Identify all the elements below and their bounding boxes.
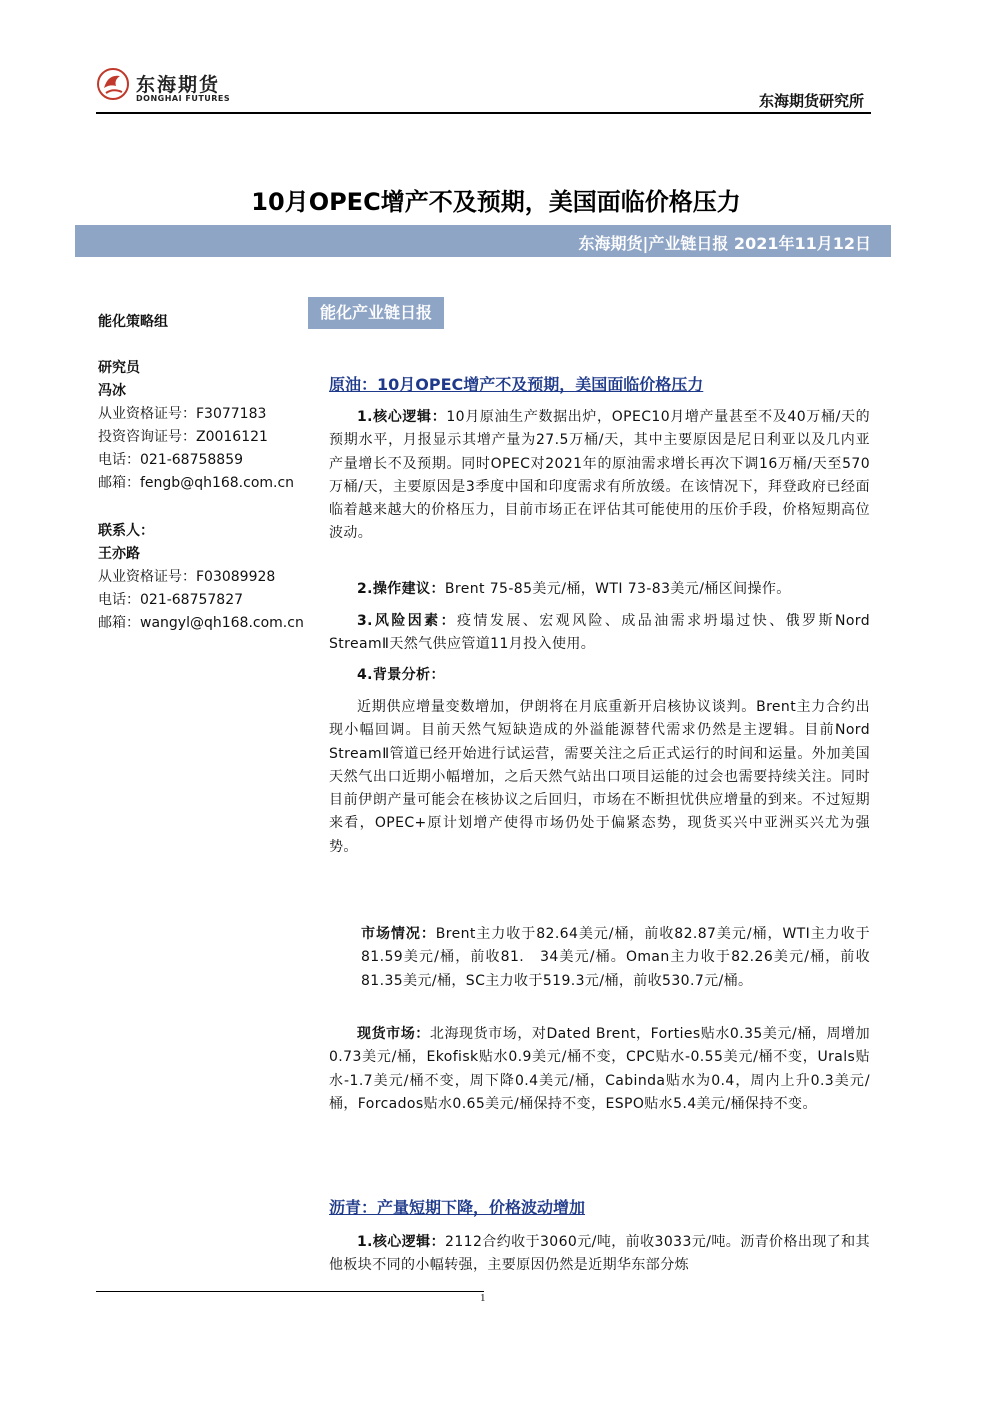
sidebar-researcher	[98, 357, 308, 495]
contact-cert: 从业资格证号：F03089928	[98, 569, 276, 585]
page-number: 1	[480, 1292, 486, 1304]
crude-core-label: 1.核心逻辑：	[357, 409, 447, 425]
researcher-email: 邮箱：fengb@qh168.com.cn	[98, 475, 295, 491]
crude-market-text: Brent主力收于82.64美元/桶，前收82.87美元/桶，WTI主力收于81.59美元/桶，前收81. 34美元/桶。Oman主力收于82.26美元/桶，前收81.35美元/桶，SC主力收于519.3元/桶，前收530.7元/桶。	[361, 926, 870, 989]
crude-market	[361, 923, 870, 993]
crude-risk-text: 疫情发展、宏观风险、成品油需求坍塌过快、俄罗斯Nord StreamⅡ天然气供应管道11月投入使用。	[329, 613, 870, 653]
researcher-invest: 投资咨询证号：Z0016121	[98, 429, 268, 445]
header-organization: 东海期货研究所	[758, 92, 864, 110]
footer-rule	[96, 1291, 484, 1292]
contact-email: 邮箱：wangyl@qh168.com.cn	[98, 615, 304, 631]
sidebar-group: 能化策略组	[98, 314, 168, 330]
crude-suggestion-text: Brent 75-85美元/桶，WTI 73-83美元/桶区间操作。	[444, 581, 791, 597]
contact-heading: 联系人：	[98, 523, 154, 539]
header-rule	[96, 112, 871, 114]
researcher-cert: 从业资格证号：F3077183	[98, 406, 267, 422]
crude-spot-text: 北海现货市场，对Dated Brent，Forties贴水0.35美元/桶，周增加0.73美元/桶，Ekofisk贴水0.9美元/桶不变，CPC贴水-0.55美元/桶不变，Urals贴水-1.7美元/桶不变，周下降0.4美元/桶，Cabinda贴水为0.4，周内上升0.3美元/桶，Forcados贴水0.65美元/桶保持不变，ESPO贴水5.4美元/桶保持不变。	[329, 1026, 870, 1112]
crude-market-label: 市场情况：	[361, 926, 436, 942]
crude-core-text: 10月原油生产数据出炉，OPEC10月增产量甚至不及40万桶/天的预期水平，月报显示其增产量为27.5万桶/天，其中主要原因是尼日利亚以及几内亚产量增长不及预期。同时OPEC对2021年的原油需求增长再次下调16万桶/天至570万桶/天，主要原因是3季度中国和印度需求有所放缓。在该情况下，拜登政府已经面临着越来越大的价格压力，目前市场正在评估其可能使用的压价手段，价格短期高位波动。	[329, 409, 871, 542]
asphalt-core-logic	[329, 1231, 870, 1278]
crude-background-label: 4.背景分析：	[357, 667, 445, 683]
crude-spot-label: 现货市场：	[357, 1026, 430, 1042]
crude-suggestion	[329, 578, 870, 601]
researcher-name: 冯冰	[98, 383, 126, 399]
researcher-phone: 电话：021-68758859	[98, 452, 244, 468]
asphalt-core-text: 2112合约收于3060元/吨，前收3033元/吨。沥青价格出现了和其他板块不同的小幅转强，主要原因仍然是近期华东部分炼	[329, 1234, 871, 1274]
sidebar-contact	[98, 520, 308, 635]
report-banner	[75, 225, 891, 257]
document-title: 10月OPEC增产不及预期，美国面临价格压力	[251, 188, 741, 216]
section-tab: 能化产业链日报	[308, 297, 444, 329]
crude-risk-label: 3.风险因素：	[357, 613, 458, 629]
crude-spot	[329, 1023, 870, 1116]
banner-text: 东海期货|产业链日报 2021年11月12日	[578, 234, 871, 253]
logo-english-text: DONGHAI FUTURES	[136, 94, 231, 103]
contact-phone: 电话：021-68757827	[98, 592, 244, 608]
contact-name: 王亦路	[98, 546, 140, 562]
asphalt-core-label: 1.核心逻辑：	[357, 1234, 446, 1250]
crude-heading: 原油：10月OPEC增产不及预期，美国面临价格压力	[329, 375, 704, 394]
asphalt-heading: 沥青：产量短期下降，价格波动增加	[329, 1198, 586, 1217]
logo-chinese-text: 东海期货	[136, 74, 221, 96]
crude-background-heading	[329, 664, 870, 687]
crude-risk	[329, 610, 870, 657]
crude-suggestion-label: 2.操作建议：	[357, 581, 445, 597]
researcher-heading: 研究员	[98, 360, 140, 376]
donghai-logo-icon	[96, 66, 130, 102]
crude-core-logic	[329, 406, 870, 546]
crude-background-text: 近期供应增量变数增加，伊朗将在月底重新开启核协议谈判。Brent主力合约出现小幅回调。目前天然气短缺造成的外溢能源替代需求仍然是主逻辑。目前Nord StreamⅡ管道已经开始进行试运营，需要关注之后正式运行的时间和运量。外加美国天然气出口近期小幅增加，之后天然气站出口项目运能的过会也需要持续关注。同时目前伊朗产量可能会在核协议之后回归，市场在不断担忧供应增量的到来。不过短期来看，OPEC+原计划增产使得市场仍处于偏紧态势，现货买兴中亚洲买兴尤为强势。	[329, 699, 870, 855]
